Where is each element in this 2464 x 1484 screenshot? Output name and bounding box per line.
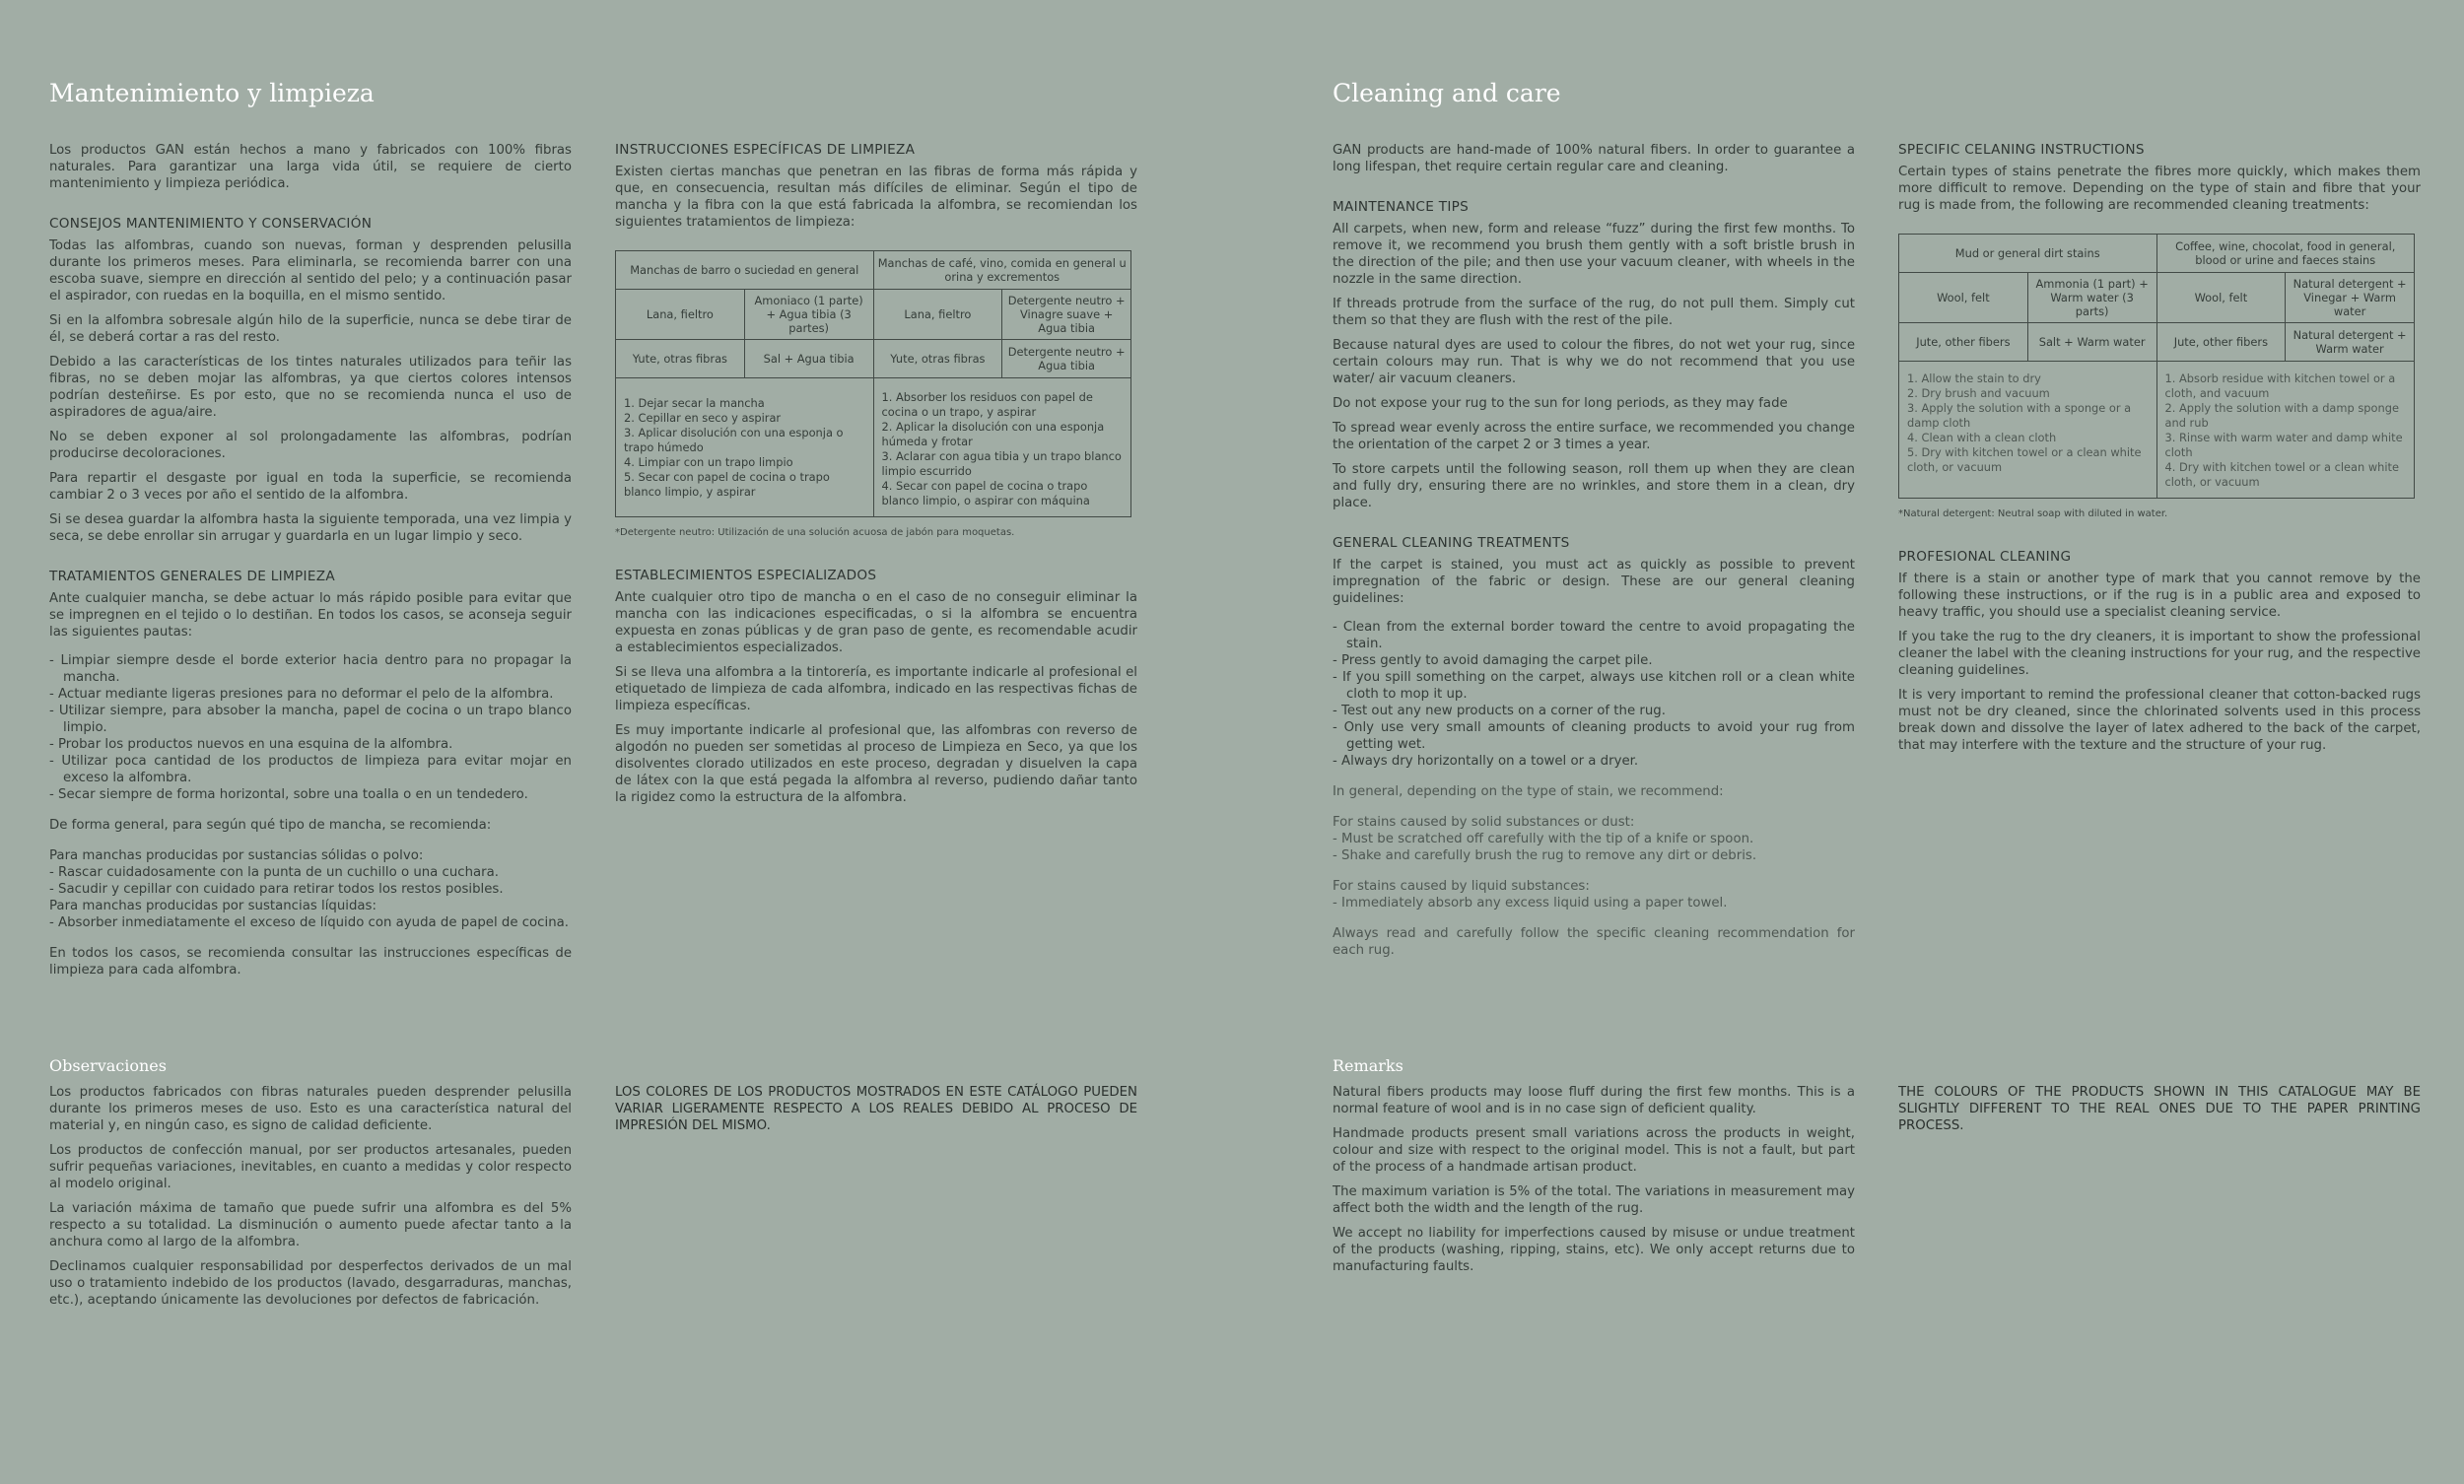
table-cell: Wool, felt — [2156, 273, 2286, 323]
table-row — [1899, 235, 2415, 273]
es-colours-disclaimer: LOS COLORES DE LOS PRODUCTOS MOSTRADOS EN ESTE CATÁLOGO PUEDEN VARIAR LIGERAMENTE RESPECTO A LOS REALES DEBIDO AL PROCESO DE IMPRESIÓN DEL MISMO. — [615, 1085, 1137, 1133]
table-header: Manchas de café, vino, comida en general u orina y excrementos — [873, 251, 1131, 290]
table-cell: Lana, fieltro — [873, 290, 1002, 340]
es-general-heading: TRATAMIENTOS GENERALES DE LIMPIEZA — [49, 569, 335, 584]
en-maintenance-paragraph: All carpets, when new, form and release “fuzz” during the first few months. To remove it, we recommend you brush them gently with a soft bristle brush in the direction of the pile; and then use your vacuum cleaner, with wheels in the nozzle in the same direction. — [1333, 222, 1855, 287]
en-specialists-paragraph: It is very important to remind the professional cleaner that cotton-backed rugs must not be dry cleaned, since the chlorinated solvents used in this process break down and dissolve the layer of latex adhered to the back of the carpet, that may interfere with the texture and the structure of your rug. — [1898, 688, 2421, 753]
table-cell: Yute, otras fibras — [616, 340, 745, 378]
en-specific-heading: SPECIFIC CELANING INSTRUCTIONS — [1898, 142, 2145, 158]
table-cell: Yute, otras fibras — [873, 340, 1002, 378]
table-cell: Ammonia (1 part) + Warm water (3 parts) — [2027, 273, 2156, 323]
es-maintenance-heading: CONSEJOS MANTENIMIENTO Y CONSERVACIÓN — [49, 216, 373, 232]
list-item: For stains caused by liquid substances: — [1333, 879, 1590, 894]
es-specialists-heading: ESTABLECIMIENTOS ESPECIALIZADOS — [615, 568, 877, 583]
list-item: - Utilizar siempre, para absober la mancha, papel de cocina o un trapo blanco limpio. — [49, 704, 572, 735]
list-item: 2. Aplicar la disolución con una esponja húmeda y frotar — [881, 420, 1105, 448]
table-cell-steps — [616, 378, 874, 517]
en-remarks — [1333, 1084, 1855, 1283]
list-item: 1. Absorb residue with kitchen towel or a cloth, and vacuum — [2164, 371, 2396, 400]
table-row — [616, 251, 1131, 290]
es-maintenance-paragraph: Debido a las características de los tintes naturales utilizados para teñir las fibras, no se deben mojar las alfombras, ya que ciertos colores intensos podrían desteñirse. Es por esto, que no se recomienda nunca el uso de aspiradores de agua/aire. — [49, 355, 572, 420]
en-colours-disclaimer: THE COLOURS OF THE PRODUCTS SHOWN IN THIS CATALOGUE MAY BE SLIGHTLY DIFFERENT TO THE REAL ONES DUE TO THE PAPER PRINTING PROCESS. — [1898, 1085, 2421, 1133]
en-general-heading: GENERAL CLEANING TREATMENTS — [1333, 535, 1570, 551]
es-intro: Los productos GAN están hechos a mano y fabricados con 100% fibras naturales. Para garantizar una larga vida útil, se requiere de cierto mantenimiento y limpieza periódica. — [49, 143, 572, 191]
es-maintenance-paragraph: Si se desea guardar la alfombra hasta la siguiente temporada, una vez limpia y seca, se debe enrollar sin arrugar y guardarla en un lugar limpio y seco. — [49, 512, 572, 544]
es-specialists-paragraph: Es muy importante indicarle al profesional que, las alfombras con reverso de algodón no pueden ser sometidas al proceso de Limpieza en Seco, ya que los disolventes clorado utilizados en este proceso, degradan y disuelven la capa de látex con la que está pegada la alfombra al reverso, pudiendo dañar tanto la rigidez como la estructura de la alfombra. — [615, 723, 1137, 805]
table-header: Manchas de barro o suciedad en general — [616, 251, 874, 290]
list-item: 1. Absorber los residuos con papel de cocina o un trapo, y aspirar — [881, 390, 1093, 419]
list-item: 2. Dry brush and vacuum — [1907, 386, 2050, 400]
list-item: 2. Apply the solution with a damp sponge and rub — [2164, 401, 2399, 430]
list-item: 5. Secar con papel de cocina o trapo blanco limpio, y aspirar — [624, 470, 830, 499]
es-remarks-paragraph: Los productos fabricados con fibras naturales pueden desprender pelusilla durante los primeros meses de uso. Esto es una característica natural del material y, en ningún caso, es signo de calidad deficiente. — [49, 1085, 572, 1133]
es-table-note: *Detergente neutro: Utilización de una solución acuosa de jabón para moquetas. — [615, 527, 1015, 538]
list-item: 1. Dejar secar la mancha — [624, 396, 765, 410]
en-cleaning-table — [1898, 234, 2415, 499]
table-row — [616, 378, 1131, 517]
list-item: 3. Aclarar con agua tibia y un trapo blanco limpio escurrido — [881, 449, 1122, 478]
en-right-column — [1898, 142, 2421, 762]
es-maintenance-paragraph: Para repartir el desgaste por igual en toda la superficie, se recomienda cambiar 2 o 3 veces por año el sentido de la alfombra. — [49, 471, 572, 503]
es-maintenance-paragraph: No se deben exponer al sol prolongadamente las alfombras, podrían producirse decoloraciones. — [49, 430, 572, 461]
es-page-title: Mantenimiento y limpieza — [49, 79, 375, 107]
table-cell: Detergente neutro + Agua tibia — [1002, 340, 1131, 378]
list-item: 2. Cepillar en seco y aspirar — [624, 411, 782, 425]
list-item: 4. Dry with kitchen towel or a clean white cloth, or vacuum — [2164, 460, 2399, 489]
es-maintenance-paragraph: Si en la alfombra sobresale algún hilo de la superficie, nunca se debe tirar de él, se deberá cortar a ras del resto. — [49, 313, 572, 345]
list-item: - Sacudir y cepillar con cuidado para retirar todos los restos posibles. — [49, 882, 504, 897]
list-item: - Immediately absorb any excess liquid using a paper towel. — [1333, 896, 1728, 911]
en-liquid-substances — [1333, 878, 1855, 911]
list-item: - Utilizar poca cantidad de los productos de limpieza para evitar mojar en exceso la alfombra. — [49, 754, 572, 785]
list-item: - Must be scratched off carefully with the tip of a knife or spoon. — [1333, 832, 1754, 846]
en-table-note: *Natural detergent: Neutral soap with diluted in water. — [1898, 508, 2168, 519]
es-specific-heading: INSTRUCCIONES ESPECÍFICAS DE LIMPIEZA — [615, 142, 916, 158]
list-item: - Always dry horizontally on a towel or a dryer. — [1333, 754, 1639, 769]
list-item: 5. Dry with kitchen towel or a clean white cloth, or vacuum — [1907, 445, 2142, 474]
list-item: - Shake and carefully brush the rug to remove any dirt or debris. — [1333, 848, 1757, 863]
es-remarks-paragraph: La variación máxima de tamaño que puede sufrir una alfombra es del 5% respecto a su totalidad. La disminución o aumento puede afectar tanto a la anchura como al largo de la alfombra. — [49, 1201, 572, 1249]
en-colours-disclaimer-block — [1898, 1084, 2421, 1142]
list-item: 1. Allow the stain to dry — [1907, 371, 2041, 385]
table-cell: Jute, other fibers — [1899, 323, 2028, 362]
en-remarks-paragraph: We accept no liability for imperfections caused by misuse or undue treatment of the products (washing, ripping, stains, etc). We only accept returns due to manufacturing faults. — [1333, 1226, 1855, 1274]
table-cell-steps — [2156, 362, 2415, 499]
table-cell-steps — [873, 378, 1131, 517]
en-maintenance-paragraph: Do not expose your rug to the sun for long periods, as they may fade — [1333, 396, 1788, 411]
es-general-closing: En todos los casos, se recomienda consultar las instrucciones específicas de limpieza para cada alfombra. — [49, 946, 572, 978]
es-general-recommend: De forma general, para según qué tipo de mancha, se recomienda: — [49, 818, 492, 833]
table-header: Coffee, wine, chocolat, food in general, blood or urine and faeces stains — [2156, 235, 2415, 273]
table-row — [1899, 362, 2415, 499]
list-item: - If you spill something on the carpet, always use kitchen roll or a clean white cloth to mop it up. — [1333, 670, 1855, 702]
en-maintenance-paragraph: To spread wear evenly across the entire surface, we recommended you change the orientation of the carpet 2 or 3 times a year. — [1333, 421, 1855, 452]
table-cell: Sal + Agua tibia — [744, 340, 873, 378]
list-item: 3. Aplicar disolución con una esponja o trapo húmedo — [624, 426, 844, 454]
es-general-substances — [49, 847, 572, 931]
list-item: - Absorber inmediatamente el exceso de líquido con ayuda de papel de cocina. — [49, 915, 569, 930]
table-cell: Natural detergent + Warm water — [2286, 323, 2415, 362]
es-cleaning-table — [615, 250, 1131, 517]
table-cell: Lana, fieltro — [616, 290, 745, 340]
es-left-column — [49, 142, 572, 986]
es-remarks-heading: Observaciones — [49, 1056, 167, 1075]
list-item: 4. Secar con papel de cocina o trapo blanco limpio, o aspirar con máquina — [881, 479, 1090, 507]
en-maintenance-paragraph: Because natural dyes are used to colour the fibres, do not wet your rug, since certain colours may run. That is why we do not recommend that you use water/ air vacuum cleaners. — [1333, 338, 1855, 386]
table-header: Mud or general dirt stains — [1899, 235, 2157, 273]
en-remarks-paragraph: Handmade products present small variations across the products in weight, colour and size with respect to the original model. This is not a fault, but part of the process of a handmade artisan product. — [1333, 1126, 1855, 1175]
en-solid-substances — [1333, 814, 1855, 864]
list-item: - Press gently to avoid damaging the carpet pile. — [1333, 653, 1653, 668]
list-item: - Probar los productos nuevos en una esquina de la alfombra. — [49, 737, 453, 752]
es-colours-disclaimer-block — [615, 1084, 1137, 1142]
en-general-closing: Always read and carefully follow the specific cleaning recommendation for each rug. — [1333, 926, 1855, 958]
list-item: Para manchas producidas por sustancias líquidas: — [49, 899, 376, 913]
es-specialists-paragraph: Ante cualquier otro tipo de mancha o en el caso de no conseguir eliminar la mancha con las indicaciones especificadas, o si la alfombra se encuentra expuesta en zonas públicas y de gran paso de gente, es recomendable acudir a establecimientos especializados. — [615, 590, 1137, 655]
table-cell: Salt + Warm water — [2027, 323, 2156, 362]
list-item: - Test out any new products on a corner of the rug. — [1333, 704, 1666, 718]
list-item: - Rascar cuidadosamente con la punta de un cuchillo o una cuchara. — [49, 865, 500, 880]
list-item: - Limpiar siempre desde el borde exterior hacia dentro para no propagar la mancha. — [49, 653, 572, 685]
es-maintenance-paragraph: Todas las alfombras, cuando son nuevas, forman y desprenden pelusilla durante los primeros meses. Para eliminarla, se recomienda barrer con una escoba suave, siempre en dirección al sentido del pelo; y a continuación pasar el aspirador, con ruedas en la boquilla, en el mismo sentido. — [49, 238, 572, 304]
en-specific-intro: Certain types of stains penetrate the fibres more quickly, which makes them more difficult to remove. Depending on the type of stain and fibre that your rug is made from, the following are recommended cleaning treatments: — [1898, 165, 2421, 213]
en-general-recommend: In general, depending on the type of stain, we recommend: — [1333, 784, 1724, 799]
list-item: Para manchas producidas por sustancias sólidas o polvo: — [49, 848, 424, 863]
table-cell: Amoniaco (1 parte) + Agua tibia (3 partes) — [744, 290, 873, 340]
table-cell: Natural detergent + Vinegar + Warm water — [2286, 273, 2415, 323]
table-row — [616, 340, 1131, 378]
list-item: - Clean from the external border toward the centre to avoid propagating the stain. — [1333, 620, 1855, 651]
en-intro: GAN products are hand-made of 100% natural fibers. In order to guarantee a long lifespan, thet require certain regular care and cleaning. — [1333, 143, 1855, 174]
list-item: 3. Rinse with warm water and damp white cloth — [2164, 431, 2403, 459]
list-item: - Secar siempre de forma horizontal, sobre una toalla o en un tendedero. — [49, 787, 528, 802]
en-remarks-heading: Remarks — [1333, 1056, 1403, 1075]
en-maintenance-heading: MAINTENANCE TIPS — [1333, 199, 1470, 215]
list-item: For stains caused by solid substances or dust: — [1333, 815, 1635, 830]
table-cell: Detergente neutro + Vinagre suave + Agua tibia — [1002, 290, 1131, 340]
en-maintenance-paragraph: To store carpets until the following season, roll them up when they are clean and fully dry, ensuring there are no wrinkles, and store them in a clean, dry place. — [1333, 462, 1855, 510]
es-right-column — [615, 142, 1137, 814]
list-item: 4. Limpiar con un trapo limpio — [624, 455, 793, 469]
en-left-column — [1333, 142, 1855, 967]
table-row — [1899, 273, 2415, 323]
list-item: 4. Clean with a clean cloth — [1907, 431, 2057, 444]
table-row — [1899, 323, 2415, 362]
table-cell: Wool, felt — [1899, 273, 2028, 323]
en-general-steps — [1333, 619, 1855, 770]
en-specialists-paragraph: If there is a stain or another type of mark that you cannot remove by the following these instructions, or if the rug is in a public area and exposed to heavy traffic, you should use a specialist cleaning service. — [1898, 572, 2421, 620]
en-specialists-heading: PROFESIONAL CLEANING — [1898, 549, 2072, 565]
es-remarks-paragraph: Declinamos cualquier responsabilidad por desperfectos derivados de un mal uso o tratamiento indebido de los productos (lavado, desgarraduras, manchas, etc.), aceptando únicamente las devoluciones por defectos de fabricación. — [49, 1259, 572, 1308]
table-row — [616, 290, 1131, 340]
es-specialists-paragraph: Si se lleva una alfombra a la tintorería, es importante indicarle al profesional el etiquetado de limpieza de cada alfombra, indicado en las respectivas fichas de limpieza específicas. — [615, 665, 1137, 713]
list-item: 3. Apply the solution with a sponge or a damp cloth — [1907, 401, 2132, 430]
es-specific-intro: Existen ciertas manchas que penetran en las fibras de forma más rápida y que, en consecuencia, resultan más difíciles de eliminar. Según el tipo de mancha y la fibra con la que está fabricada la alfombra, se recomiendan los siguientes tratamientos de limpieza: — [615, 165, 1137, 230]
en-remarks-paragraph: The maximum variation is 5% of the total. The variations in measurement may affect both the width and the length of the rug. — [1333, 1184, 1855, 1216]
en-page-title: Cleaning and care — [1333, 79, 1561, 107]
list-item: - Actuar mediante ligeras presiones para no deformar el pelo de la alfombra. — [49, 687, 554, 702]
en-maintenance-paragraph: If threads protrude from the surface of the rug, do not pull them. Simply cut them so that they are flush with the rest of the pile. — [1333, 297, 1855, 328]
en-remarks-paragraph: Natural fibers products may loose fluff during the first few months. This is a normal feature of wool and is in no case sign of deficient quality. — [1333, 1085, 1855, 1116]
en-specialists-paragraph: If you take the rug to the dry cleaners, it is important to show the professional cleaner the label with the cleaning instructions for your rug, and the respective cleaning guidelines. — [1898, 630, 2421, 678]
es-remarks — [49, 1084, 572, 1316]
es-remarks-paragraph: Los productos de confección manual, por ser productos artesanales, pueden sufrir pequeñas variaciones, inevitables, en cuanto a medidas y color respecto al modelo original. — [49, 1143, 572, 1191]
table-cell: Jute, other fibers — [2156, 323, 2286, 362]
list-item: - Only use very small amounts of cleaning products to avoid your rug from getting wet. — [1333, 720, 1855, 752]
en-general-intro: If the carpet is stained, you must act as quickly as possible to prevent impregnation of the fabric or design. These are our general cleaning guidelines: — [1333, 558, 1855, 606]
es-general-intro: Ante cualquier mancha, se debe actuar lo más rápido posible para evitar que se impregnen en el tejido o lo destiñan. En todos los casos, se aconseja seguir las siguientes pautas: — [49, 591, 572, 640]
table-cell-steps — [1899, 362, 2157, 499]
es-general-steps — [49, 652, 572, 803]
